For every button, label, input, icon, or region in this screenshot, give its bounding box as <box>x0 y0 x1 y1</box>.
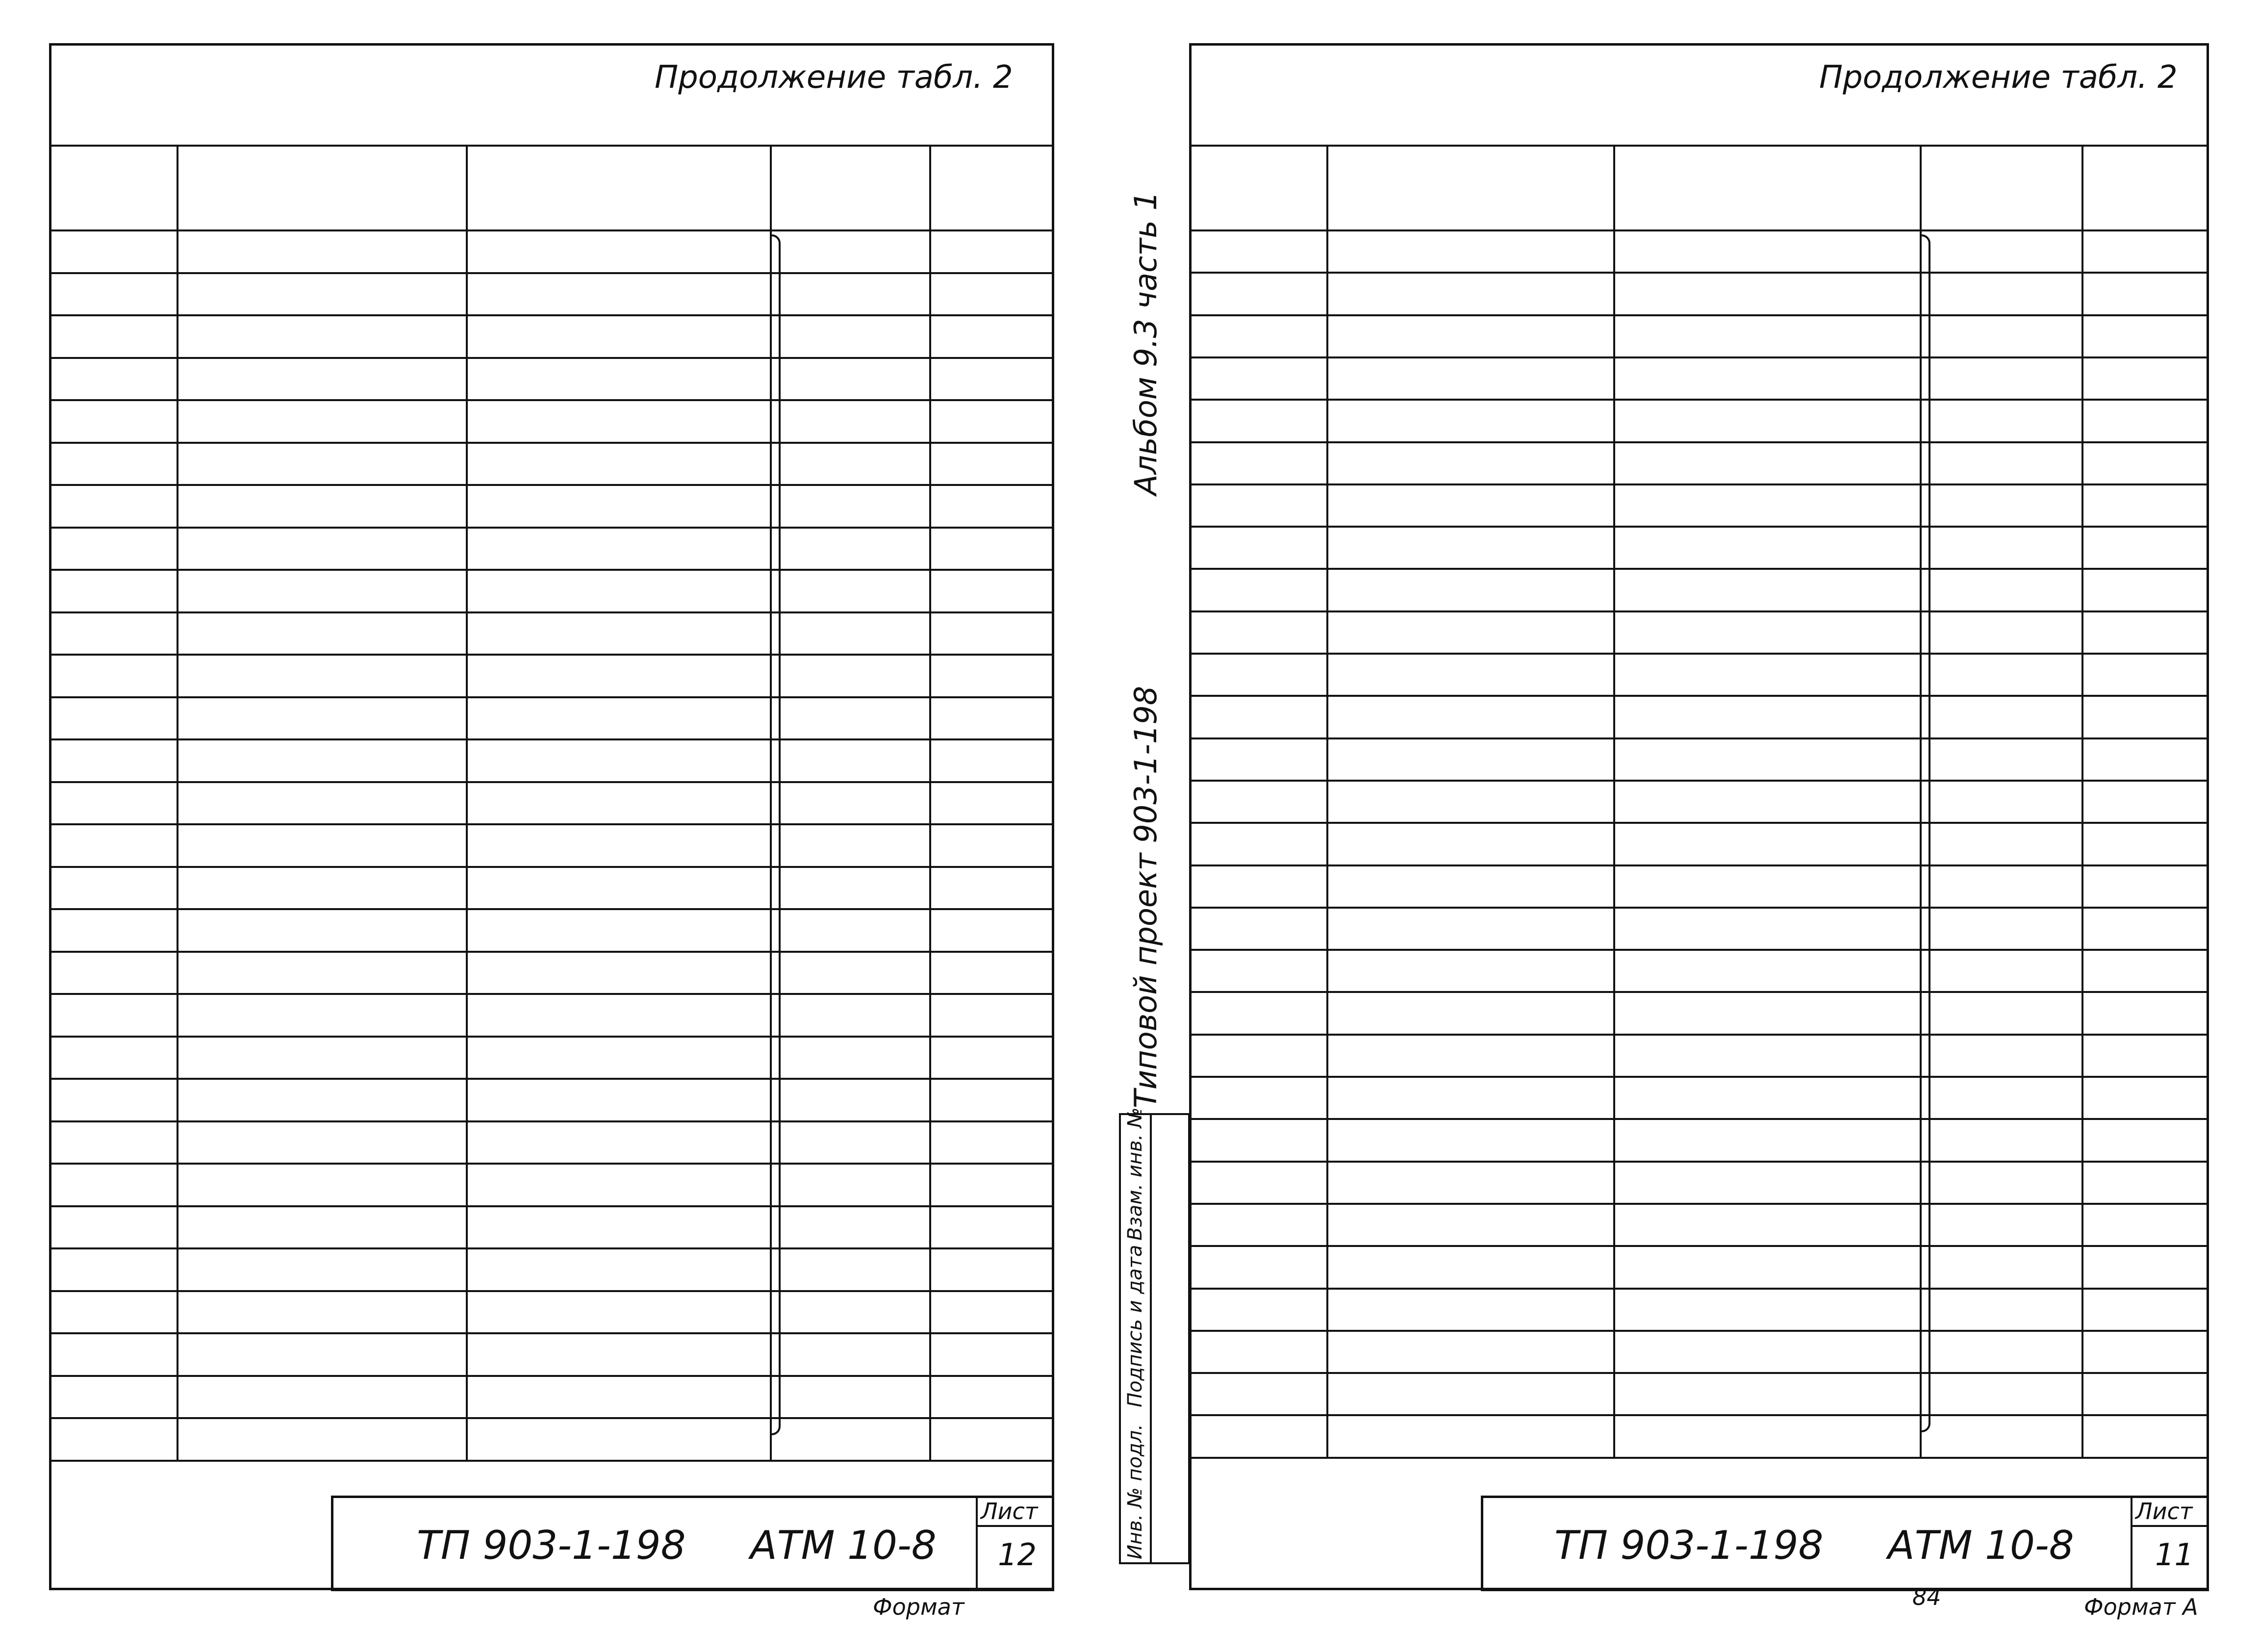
table-row-line <box>1189 441 2209 443</box>
table-row-line <box>49 823 1054 825</box>
table-row-line <box>1189 314 2209 316</box>
table-row-line <box>1189 949 2209 951</box>
table-row-line <box>49 1036 1054 1038</box>
table-row-line <box>1189 822 2209 824</box>
side-project-note: Типовой проект 903-1-198 <box>1128 686 1164 1108</box>
table-row-line <box>1189 610 2209 612</box>
format-label: Формат А <box>2084 1594 2198 1620</box>
table-row-line <box>49 1078 1054 1080</box>
sheet-left <box>49 43 1054 1590</box>
table-row-line <box>49 442 1054 444</box>
table-row-line <box>49 314 1054 316</box>
table-row-line <box>49 696 1054 698</box>
sheet-label: Лист <box>981 1498 1038 1525</box>
table-row-line <box>1189 568 2209 570</box>
table-row-line <box>1189 1203 2209 1205</box>
table-bottom <box>49 1460 1054 1462</box>
table-row-line <box>1189 1414 2209 1416</box>
sheet-number: 12 <box>998 1537 1037 1573</box>
table-row-line <box>49 1205 1054 1207</box>
continuation-title: Продолжение табл. 2 <box>1819 59 2178 96</box>
sheet-number: 11 <box>2155 1537 2194 1573</box>
table-row-line <box>1189 1372 2209 1374</box>
table-row-line <box>49 1417 1054 1419</box>
table-row-line <box>49 781 1054 783</box>
table-row-line <box>1189 1161 2209 1163</box>
table-row-line <box>1189 1034 2209 1036</box>
table-header-top <box>49 145 1054 147</box>
column-divider <box>177 145 178 1460</box>
table-row-line <box>1189 864 2209 866</box>
table-row-line <box>49 527 1054 529</box>
table-row-line <box>49 1120 1054 1122</box>
table-row-line <box>49 1290 1054 1292</box>
table-header-top <box>1189 145 2209 147</box>
table-header-bottom <box>49 229 1054 231</box>
table-row-line <box>49 1163 1054 1165</box>
table-row-line <box>49 1375 1054 1377</box>
table-row-line <box>1189 991 2209 993</box>
side-album-note: Альбом 9.3 часть 1 <box>1128 191 1164 495</box>
stamp-code: АТМ 10-8 <box>750 1523 937 1568</box>
table-row-line <box>1189 1288 2209 1290</box>
format-label: Формат <box>873 1594 965 1620</box>
table-header-bottom <box>1189 229 2209 231</box>
table-row-line <box>1189 483 2209 485</box>
table-row-line <box>1189 1245 2209 1247</box>
wire-group-brace <box>772 234 781 1435</box>
table-row-line <box>1189 653 2209 655</box>
margin-label-replace: Взам. инв. № <box>1124 1107 1146 1241</box>
table-row-line <box>49 1332 1054 1334</box>
column-divider <box>466 145 468 1460</box>
table-row-line <box>1189 737 2209 739</box>
table-row-line <box>1189 780 2209 782</box>
table-row-line <box>49 399 1054 401</box>
stamp-code: АТМ 10-8 <box>1888 1523 2074 1568</box>
table-row-line <box>49 908 1054 910</box>
sheet-label: Лист <box>2135 1498 2193 1525</box>
margin-label-inv: Инв. № подл. <box>1124 1424 1146 1559</box>
table-row-line <box>1189 1076 2209 1078</box>
table-row-line <box>49 569 1054 571</box>
bottom-mark: 84 <box>1912 1584 1941 1610</box>
table-row-line <box>49 1247 1054 1249</box>
table-row-line <box>1189 1330 2209 1332</box>
table-row-line <box>1189 907 2209 909</box>
table-row-line <box>1189 526 2209 528</box>
table-row-line <box>49 484 1054 486</box>
table-row-line <box>1189 695 2209 697</box>
sheet-number-divider <box>2131 1525 2209 1527</box>
sheet-number-divider <box>976 1525 1054 1527</box>
table-row-line <box>49 738 1054 740</box>
table-row-line <box>1189 272 2209 274</box>
margin-label-sign: Подпись и дата <box>1124 1245 1146 1407</box>
stamp-project: ТП 903-1-198 <box>417 1523 686 1568</box>
table-row-line <box>1189 1118 2209 1120</box>
table-row-line <box>49 866 1054 868</box>
wire-group-brace <box>1922 234 1930 1432</box>
column-divider <box>929 145 931 1460</box>
table-row-line <box>49 993 1054 995</box>
column-divider <box>1613 145 1615 1457</box>
stamp-project: ТП 903-1-198 <box>1554 1523 1824 1568</box>
table-row-line <box>49 272 1054 274</box>
table-row-line <box>49 951 1054 953</box>
table-row-line <box>49 611 1054 613</box>
column-divider <box>1326 145 1328 1457</box>
margin-strip-divider <box>1150 1113 1152 1564</box>
table-bottom <box>1189 1457 2209 1459</box>
table-row-line <box>49 357 1054 359</box>
table-row-line <box>1189 399 2209 401</box>
continuation-title: Продолжение табл. 2 <box>655 59 1013 96</box>
table-row-line <box>49 654 1054 656</box>
table-row-line <box>1189 356 2209 358</box>
column-divider <box>2081 145 2083 1457</box>
sheet-right <box>1189 43 2209 1590</box>
